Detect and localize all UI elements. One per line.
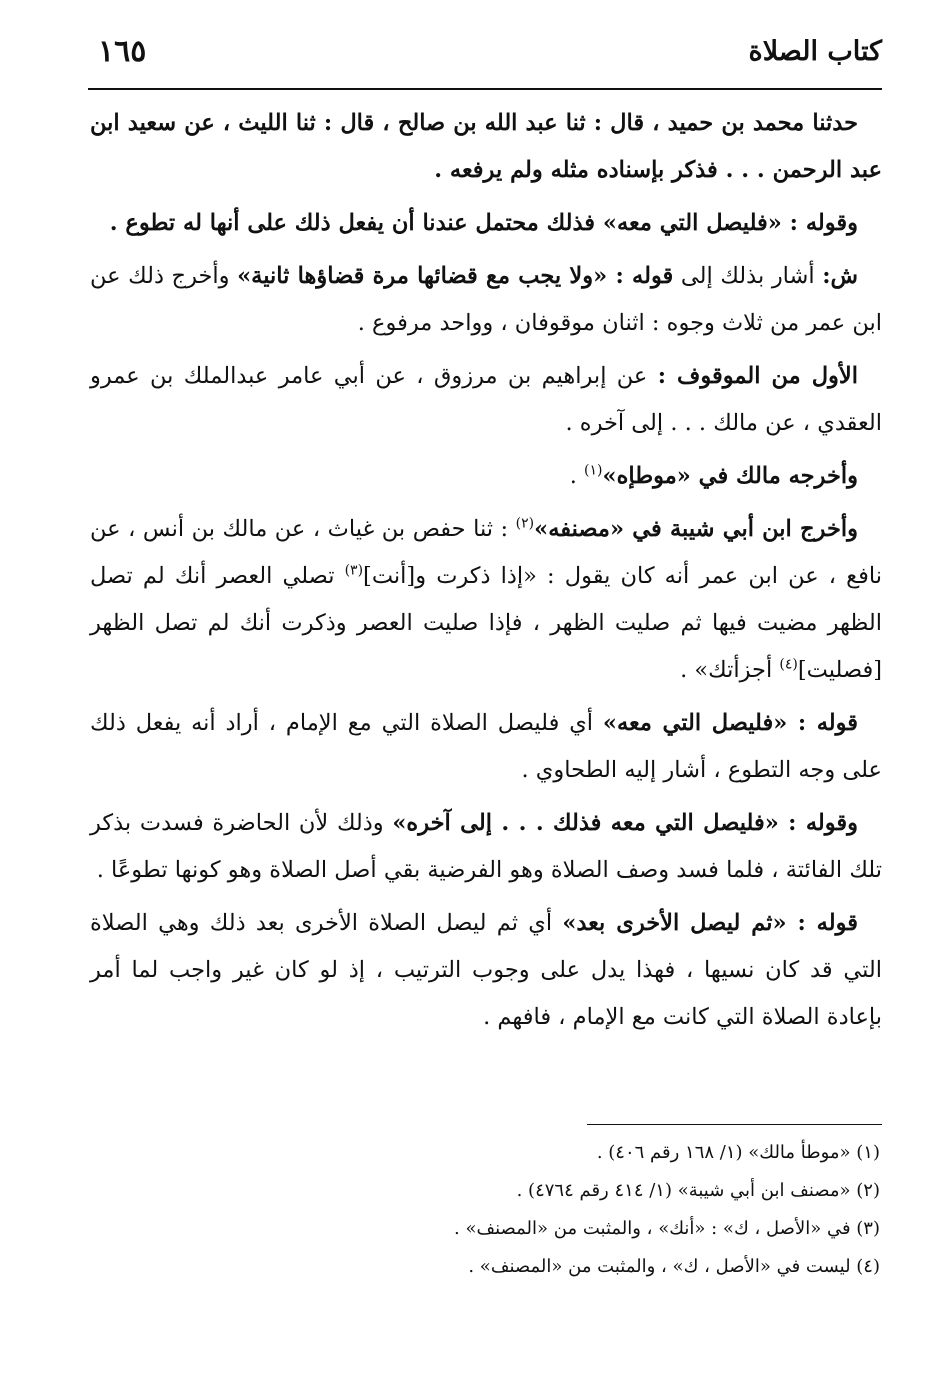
paragraph-musannaf	[90, 506, 882, 694]
paragraph-text: وأخرج ذلك عن ابن عمر من ثلاث وجوه : اثنان موقوفان ، وواحد مرفوع .	[90, 263, 882, 336]
paragraph-text: : ثنا حفص بن غياث ، عن مالك بن أنس ، عن نافع ، عن ابن عمر أنه كان يقول : «إذا ذكرت و[أنت]	[90, 516, 882, 589]
paragraph-explanation-1	[90, 700, 882, 794]
footnote-ref: (٣)	[344, 562, 364, 579]
paragraph-explanation-3	[90, 900, 882, 1041]
paragraph-text: أي فليصل الصلاة التي مع الإمام ، أراد أنه يفعل ذلك على وجه التطوع ، أشار إليه الطحاوي .	[90, 710, 882, 783]
main-text	[90, 100, 882, 1047]
paragraph-tahawi-quote	[90, 200, 882, 247]
paragraph-hadith-chain	[90, 100, 882, 194]
quoted-phrase: وقوله : «فليصل التي معه فذلك . . . إلى آخره»	[392, 810, 858, 836]
paragraph-explanation-2	[90, 800, 882, 894]
paragraph-text: أي ثم ليصل الصلاة الأخرى بعد ذلك وهي الصلاة التي قد كان نسيها ، فهذا يدل على وجوب الترتيب ، إذ لو كان غير واجب لما أمر بإعادة الصلاة التي كانت مع الإمام ، فافهم .	[90, 910, 882, 1030]
footnote-ref: (١)	[584, 462, 603, 479]
footnote-ref: (٢)	[515, 515, 535, 532]
paragraph-text: حدثنا محمد بن حميد ، قال : ثنا عبد الله بن صالح ، قال : ثنا الليث ، عن سعيد ابن عبد الرحمن . . . فذكر بإسناده مثله ولم يرفعه .	[90, 110, 882, 183]
footnote-item: (١) «موطأ مالك» (١/ ١٦٨ رقم ٤٠٦) .	[596, 1142, 880, 1163]
quoted-phrase: قوله : «فليصل التي معه»	[602, 710, 858, 736]
source-label: وأخرجه مالك في «موطإه»	[602, 463, 858, 489]
paragraph-text: وذلك لأن الحاضرة فسدت بذكر تلك الفائتة ، فلما فسد وصف الصلاة وهو الفرضية بقي أصل الصلاة وهو كونها تطوعًا .	[90, 810, 882, 883]
page-header	[90, 30, 882, 82]
footnote-item: (٣) في «الأصل ، ك» : «أنك» ، والمثبت من «المصنف» .	[454, 1218, 880, 1239]
paragraph-text: .	[569, 463, 585, 489]
header-divider	[88, 88, 882, 90]
paragraph-text: أجزأتك» .	[680, 657, 780, 683]
footnote-ref: (٤)	[779, 656, 798, 673]
paragraph-text: تصلي العصر أنك لم تصل الظهر مضيت فيها ثم صليت الظهر ، فإذا صليت العصر وذكرت أنك لم تصل الظهر [فصليت]	[90, 563, 882, 683]
quoted-phrase: قوله : «ثم ليصل الأخرى بعد»	[562, 910, 858, 936]
paragraph-first-mawquf	[90, 353, 882, 447]
footnote-item: (٢) «مصنف ابن أبي شيبة» (١/ ٤١٤ رقم ٤٧٦٤) .	[516, 1180, 880, 1201]
paragraph-commentary	[90, 253, 882, 347]
page-number: ١٦٥	[98, 34, 147, 69]
section-label: الأول من الموقوف :	[657, 363, 858, 389]
paragraph-text: عن إبراهيم بن مرزوق ، عن أبي عامر عبدالملك بن عمرو العقدي ، عن مالك . . . إلى آخره .	[90, 363, 882, 436]
running-title: كتاب الصلاة	[748, 36, 882, 67]
source-label: وأخرج ابن أبي شيبة في «مصنفه»	[534, 516, 858, 542]
footnote-divider	[587, 1124, 882, 1125]
paragraph-text: أشار بذلك إلى	[673, 263, 823, 289]
paragraph-text: وقوله : «فليصل التي معه» فذلك محتمل عندنا أن يفعل ذلك على أنها له تطوع .	[109, 210, 858, 236]
paragraph-muwatta	[90, 453, 882, 500]
footnotes	[90, 1134, 880, 1286]
commentary-marker: ش:	[822, 263, 859, 289]
footnote-item: (٤) ليست في «الأصل ، ك» ، والمثبت من «المصنف» .	[468, 1256, 880, 1277]
quoted-phrase: قوله : «ولا يجب مع قضائها مرة قضاؤها ثانية»	[237, 263, 674, 289]
